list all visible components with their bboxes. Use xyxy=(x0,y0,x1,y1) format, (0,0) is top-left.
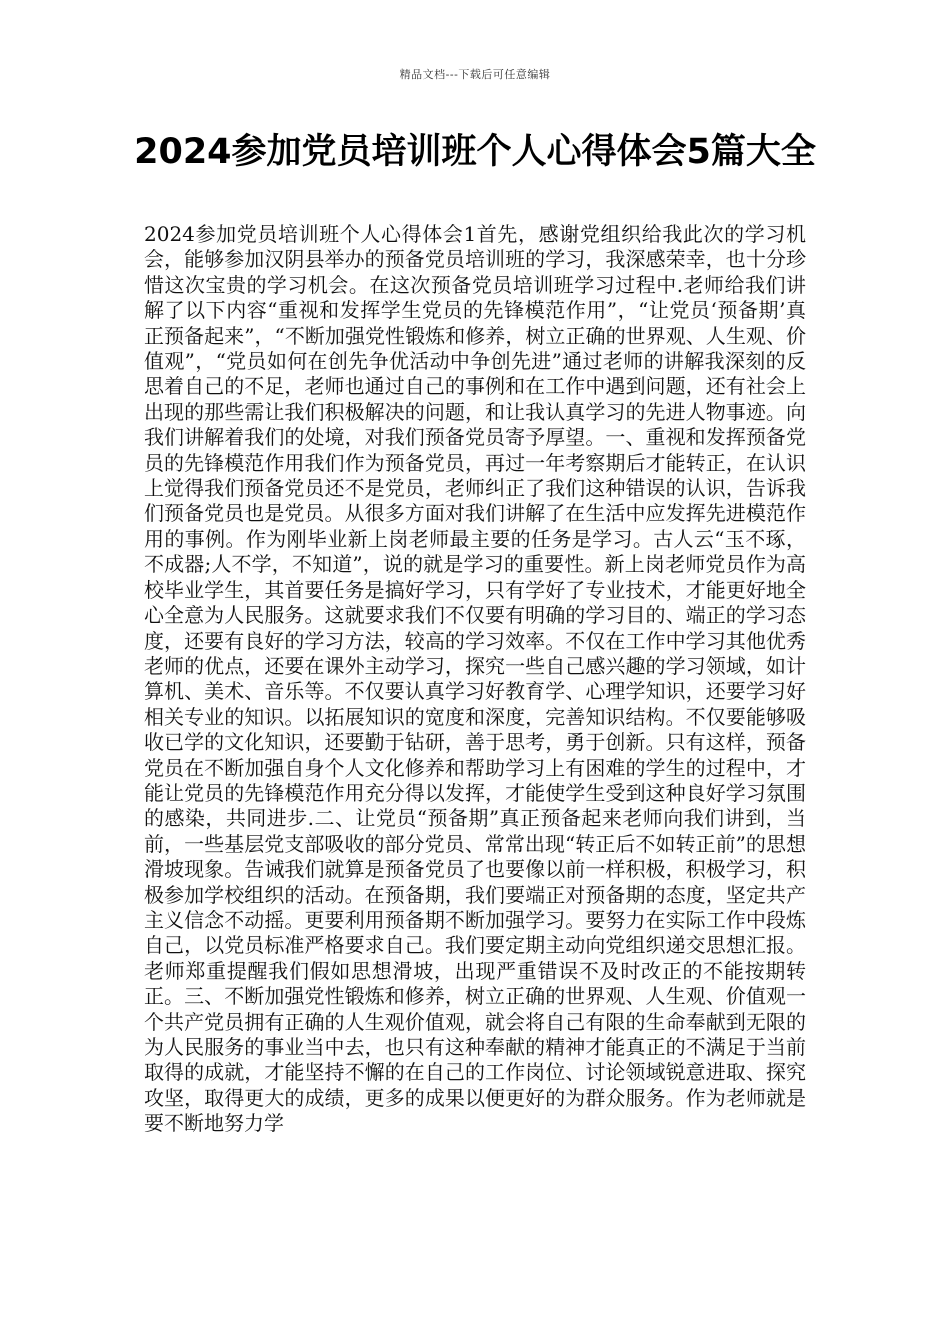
document-title: 2024参加党员培训班个人心得体会5篇大全 xyxy=(134,132,816,172)
document-body-text: 2024参加党员培训班个人心得体会1首先，感谢党组织给我此次的学习机会，能够参加汉阴县举办的预备党员培训班的学习，我深感荣幸，也十分珍惜这次宝贵的学习机会。在这次预备党员培训班学习过程中.老师给我们讲解了以下内容“重视和发挥学生党员的先锋模范作用”，“让党员‘预备期’真正预备起来”，“不断加强党性锻炼和修养，树立正确的世界观、人生观、价值观”，“党员如何在创先争优活动中争创先进”通过老师的讲解我深刻的反思着自己的不足，老师也通过自己的事例和在工作中遇到问题，还有社会上出现的那些需让我们积极解决的问题，和让我认真学习的先进人物事迹。向我们讲解着我们的处境，对我们预备党员寄予厚望。一、重视和发挥预备党员的先锋模范作用我们作为预备党员，再过一年考察期后才能转正，在认识上觉得我们预备党员还不是党员，老师纠正了我们这种错误的认识，告诉我们预备党员也是党员。从很多方面对我们讲解了在生活中应发挥先进模范作用的事例。作为刚毕业新上岗老师最主要的任务是学习。古人云“玉不琢，不成器;人不学，不知道”，说的就是学习的重要性。新上岗老师党员作为高校毕业学生，其首要任务是搞好学习，只有学好了专业技术，才能更好地全心全意为人民服务。这就要求我们不仅要有明确的学习目的、端正的学习态度，还要有良好的学习方法，较高的学习效率。不仅在工作中学习其他优秀老师的优点，还要在课外主动学习，探究一些自己感兴趣的学习领域，如计算机、美术、音乐等。不仅要认真学习好教育学、心理学知识，还要学习好相关专业的知识。以拓展知识的宽度和深度，完善知识结构。不仅要能够吸收已学的文化知识，还要勤于钻研，善于思考，勇于创新。只有这样，预备党员在不断加强自身个人文化修养和帮助学习上有困难的学生的过程中，才能让党员的先锋模范作用充分得以发挥，才能使学生受到这种良好学习氛围的感染，共同进步.二、让党员“预备期”真正预备起来老师向我们讲到，当前，一些基层党支部吸收的部分党员、常常出现“转正后不如转正前”的思想滑坡现象。告诫我们就算是预备党员了也要像以前一样积极，积极学习，积极参加学校组织的活动。在预备期，我们要端正对预备期的态度，坚定共产主义信念不动摇。更要利用预备期不断加强学习。要努力在实际工作中段炼自己，以党员标准严格要求自己。我们要定期主动向党组织递交思想汇报。老师郑重提醒我们假如思想滑坡，出现严重错误不及时改正的不能按期转正。三、不断加强党性锻炼和修养，树立正确的世界观、人生观、价值观一个共产党员拥有正确的人生观价值观，就会将自己有限的生命奉献到无限的为人民服务的事业当中去，也只有这种奉献的精神才能真正的不满足于当前取得的成就，才能坚持不懈的在自己的工作岗位、讨论领域锐意进取、探究攻坚，取得更大的成绩，更多的成果以便更好的为群众服务。作为老师就是要不断地努力学 xyxy=(144,222,806,1136)
page-header-note: 精品文档---下载后可任意编辑 xyxy=(399,68,551,81)
